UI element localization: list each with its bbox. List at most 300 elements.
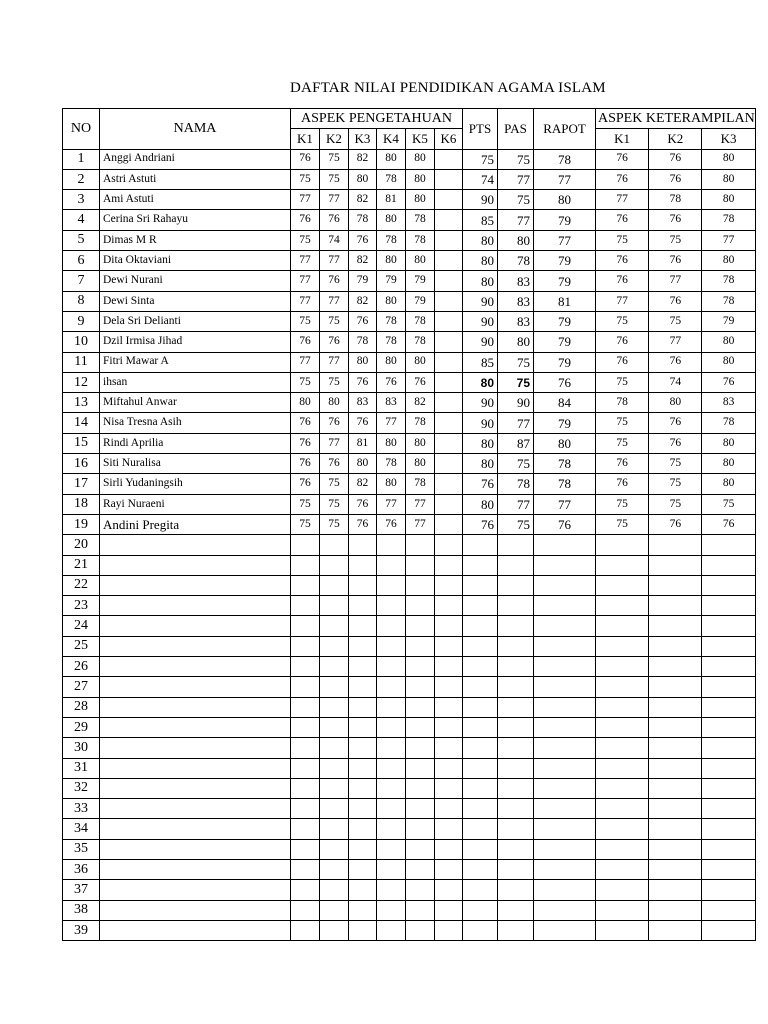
- empty-cell: [377, 799, 406, 819]
- empty-cell: [534, 900, 596, 920]
- empty-cell: [291, 535, 320, 555]
- pengetahuan-score-k6: [435, 494, 463, 514]
- pengetahuan-score-k6: [435, 190, 463, 210]
- table-row: [63, 190, 756, 210]
- empty-cell: [596, 738, 649, 758]
- pengetahuan-score-k2: 76: [320, 271, 349, 291]
- pts-score: 80: [463, 230, 498, 250]
- empty-cell: [498, 657, 534, 677]
- empty-cell: [498, 799, 534, 819]
- empty-cell: [100, 920, 291, 940]
- empty-cell: [377, 859, 406, 879]
- keterampilan-score-k3: 80: [702, 190, 755, 210]
- pengetahuan-score-k1: 80: [291, 393, 320, 413]
- keterampilan-score-k1: 75: [596, 230, 649, 250]
- empty-cell: [596, 636, 649, 656]
- student-name: Dzil Irmisa Jihad: [100, 332, 291, 352]
- keterampilan-score-k1: 76: [596, 149, 649, 169]
- empty-cell: [649, 839, 702, 859]
- empty-cell: [498, 596, 534, 616]
- pengetahuan-score-k5: 78: [406, 332, 435, 352]
- pts-score: 80: [463, 494, 498, 514]
- empty-cell: [320, 616, 349, 636]
- keterampilan-score-k3: 80: [702, 433, 755, 453]
- empty-cell: [435, 819, 463, 839]
- pengetahuan-score-k1: 75: [291, 514, 320, 534]
- pts-score: 74: [463, 169, 498, 189]
- empty-cell: [291, 758, 320, 778]
- empty-cell: [100, 799, 291, 819]
- empty-cell: [291, 636, 320, 656]
- empty-cell: [100, 596, 291, 616]
- student-name: Dela Sri Delianti: [100, 311, 291, 331]
- empty-cell: [702, 697, 755, 717]
- row-number: 33: [63, 799, 100, 819]
- pengetahuan-score-k6: [435, 352, 463, 372]
- keterampilan-score-k1: 75: [596, 494, 649, 514]
- empty-cell: [349, 819, 377, 839]
- pts-score: 80: [463, 271, 498, 291]
- row-number: 38: [63, 900, 100, 920]
- keterampilan-score-k3: 77: [702, 230, 755, 250]
- empty-cell: [596, 575, 649, 595]
- keterampilan-score-k2: 76: [649, 169, 702, 189]
- empty-cell: [498, 900, 534, 920]
- empty-cell: [100, 738, 291, 758]
- keterampilan-score-k2: 76: [649, 149, 702, 169]
- empty-cell: [349, 677, 377, 697]
- empty-cell: [320, 717, 349, 737]
- row-number: 37: [63, 880, 100, 900]
- pengetahuan-score-k2: 76: [320, 454, 349, 474]
- student-name: Rayi Nuraeni: [100, 494, 291, 514]
- empty-cell: [498, 555, 534, 575]
- pas-score: 78: [498, 251, 534, 271]
- row-number: 10: [63, 332, 100, 352]
- pengetahuan-score-k1: 75: [291, 494, 320, 514]
- pas-score: 77: [498, 169, 534, 189]
- rapot-score: 81: [534, 291, 596, 311]
- empty-cell: [596, 697, 649, 717]
- pengetahuan-score-k2: 75: [320, 169, 349, 189]
- table-row-empty: [63, 900, 756, 920]
- pengetahuan-score-k3: 76: [349, 230, 377, 250]
- keterampilan-score-k2: 76: [649, 433, 702, 453]
- header-pts: PTS: [463, 109, 498, 150]
- keterampilan-score-k2: 75: [649, 230, 702, 250]
- empty-cell: [320, 819, 349, 839]
- empty-cell: [649, 616, 702, 636]
- empty-cell: [435, 859, 463, 879]
- empty-cell: [534, 778, 596, 798]
- empty-cell: [649, 819, 702, 839]
- empty-cell: [534, 717, 596, 737]
- keterampilan-score-k2: 75: [649, 474, 702, 494]
- empty-cell: [534, 758, 596, 778]
- pengetahuan-score-k1: 76: [291, 433, 320, 453]
- header-rapot: RAPOT: [534, 109, 596, 150]
- table-row: [63, 311, 756, 331]
- keterampilan-score-k2: 75: [649, 311, 702, 331]
- table-row: [63, 413, 756, 433]
- empty-cell: [649, 697, 702, 717]
- pts-score: 80: [463, 251, 498, 271]
- table-row-empty: [63, 616, 756, 636]
- keterampilan-score-k3: 76: [702, 372, 755, 392]
- empty-cell: [291, 738, 320, 758]
- empty-cell: [702, 636, 755, 656]
- pengetahuan-score-k4: 83: [377, 393, 406, 413]
- header-no: NO: [63, 109, 100, 150]
- pengetahuan-score-k3: 76: [349, 372, 377, 392]
- empty-cell: [649, 636, 702, 656]
- pengetahuan-score-k5: 80: [406, 251, 435, 271]
- empty-cell: [534, 555, 596, 575]
- empty-cell: [320, 920, 349, 940]
- row-number: 19: [63, 514, 100, 534]
- empty-cell: [435, 839, 463, 859]
- row-number: 7: [63, 271, 100, 291]
- table-row: [63, 149, 756, 169]
- keterampilan-score-k1: 75: [596, 413, 649, 433]
- pts-score: 90: [463, 332, 498, 352]
- pengetahuan-score-k5: 80: [406, 190, 435, 210]
- pengetahuan-score-k5: 77: [406, 494, 435, 514]
- keterampilan-score-k1: 75: [596, 311, 649, 331]
- empty-cell: [649, 900, 702, 920]
- empty-cell: [498, 717, 534, 737]
- pengetahuan-score-k6: [435, 311, 463, 331]
- empty-cell: [406, 778, 435, 798]
- empty-cell: [649, 717, 702, 737]
- empty-cell: [320, 859, 349, 879]
- pas-score: 77: [498, 413, 534, 433]
- pengetahuan-score-k4: 77: [377, 494, 406, 514]
- empty-cell: [596, 596, 649, 616]
- empty-cell: [534, 575, 596, 595]
- empty-cell: [596, 880, 649, 900]
- empty-cell: [377, 738, 406, 758]
- rapot-score: 78: [534, 474, 596, 494]
- empty-cell: [100, 697, 291, 717]
- pas-score: 78: [498, 474, 534, 494]
- empty-cell: [596, 657, 649, 677]
- empty-cell: [649, 596, 702, 616]
- empty-cell: [596, 819, 649, 839]
- rapot-score: 79: [534, 352, 596, 372]
- empty-cell: [435, 920, 463, 940]
- empty-cell: [534, 880, 596, 900]
- empty-cell: [534, 839, 596, 859]
- pengetahuan-score-k3: 82: [349, 149, 377, 169]
- pengetahuan-score-k1: 75: [291, 372, 320, 392]
- empty-cell: [291, 859, 320, 879]
- pengetahuan-score-k4: 81: [377, 190, 406, 210]
- empty-cell: [377, 717, 406, 737]
- pengetahuan-score-k4: 80: [377, 210, 406, 230]
- table-row: [63, 474, 756, 494]
- empty-cell: [649, 677, 702, 697]
- empty-cell: [100, 859, 291, 879]
- empty-cell: [349, 920, 377, 940]
- header-pas: PAS: [498, 109, 534, 150]
- pas-score: 75: [498, 514, 534, 534]
- empty-cell: [463, 575, 498, 595]
- pas-score: 77: [498, 494, 534, 514]
- table-row: [63, 352, 756, 372]
- pengetahuan-score-k4: 77: [377, 413, 406, 433]
- empty-cell: [377, 636, 406, 656]
- empty-cell: [406, 839, 435, 859]
- table-row-empty: [63, 636, 756, 656]
- empty-cell: [320, 697, 349, 717]
- keterampilan-score-k3: 78: [702, 210, 755, 230]
- pas-score: 87: [498, 433, 534, 453]
- empty-cell: [291, 900, 320, 920]
- empty-cell: [320, 839, 349, 859]
- pengetahuan-score-k4: 80: [377, 433, 406, 453]
- empty-cell: [406, 920, 435, 940]
- empty-cell: [100, 758, 291, 778]
- empty-cell: [349, 839, 377, 859]
- empty-cell: [596, 778, 649, 798]
- pts-score: 90: [463, 190, 498, 210]
- pengetahuan-score-k4: 80: [377, 291, 406, 311]
- pengetahuan-score-k1: 77: [291, 251, 320, 271]
- rapot-score: 80: [534, 433, 596, 453]
- pengetahuan-score-k3: 76: [349, 514, 377, 534]
- row-number: 12: [63, 372, 100, 392]
- keterampilan-score-k2: 76: [649, 291, 702, 311]
- empty-cell: [498, 575, 534, 595]
- header-keterampilan-k3: K3: [702, 129, 755, 149]
- empty-cell: [349, 555, 377, 575]
- row-number: 5: [63, 230, 100, 250]
- empty-cell: [406, 880, 435, 900]
- pengetahuan-score-k3: 83: [349, 393, 377, 413]
- empty-cell: [702, 738, 755, 758]
- empty-cell: [649, 859, 702, 879]
- empty-cell: [406, 596, 435, 616]
- empty-cell: [377, 575, 406, 595]
- empty-cell: [463, 900, 498, 920]
- empty-cell: [649, 555, 702, 575]
- empty-cell: [320, 880, 349, 900]
- pengetahuan-score-k5: 78: [406, 474, 435, 494]
- empty-cell: [435, 738, 463, 758]
- empty-cell: [349, 697, 377, 717]
- empty-cell: [291, 697, 320, 717]
- table-body: [63, 149, 756, 941]
- pengetahuan-score-k3: 79: [349, 271, 377, 291]
- header-keterampilan-k2: K2: [649, 129, 702, 149]
- pengetahuan-score-k1: 76: [291, 210, 320, 230]
- empty-cell: [435, 677, 463, 697]
- empty-cell: [100, 880, 291, 900]
- pengetahuan-score-k6: [435, 332, 463, 352]
- empty-cell: [349, 657, 377, 677]
- pengetahuan-score-k5: 80: [406, 149, 435, 169]
- empty-cell: [702, 900, 755, 920]
- row-number: 16: [63, 454, 100, 474]
- empty-cell: [320, 575, 349, 595]
- table-row-empty: [63, 657, 756, 677]
- pengetahuan-score-k5: 80: [406, 454, 435, 474]
- rapot-score: 84: [534, 393, 596, 413]
- header-row-1: [63, 109, 756, 129]
- empty-cell: [320, 636, 349, 656]
- pengetahuan-score-k5: 76: [406, 372, 435, 392]
- empty-cell: [406, 819, 435, 839]
- keterampilan-score-k2: 76: [649, 251, 702, 271]
- student-name: Sirli Yudaningsih: [100, 474, 291, 494]
- keterampilan-score-k1: 75: [596, 372, 649, 392]
- empty-cell: [100, 819, 291, 839]
- pengetahuan-score-k5: 78: [406, 230, 435, 250]
- empty-cell: [349, 778, 377, 798]
- table-row: [63, 514, 756, 534]
- pts-score: 90: [463, 393, 498, 413]
- pengetahuan-score-k4: 78: [377, 332, 406, 352]
- empty-cell: [649, 778, 702, 798]
- header-pengetahuan-k5: K5: [406, 129, 435, 149]
- row-number: 39: [63, 920, 100, 940]
- table-row: [63, 372, 756, 392]
- empty-cell: [702, 778, 755, 798]
- pengetahuan-score-k3: 76: [349, 311, 377, 331]
- empty-cell: [534, 657, 596, 677]
- student-name: Miftahul Anwar: [100, 393, 291, 413]
- row-number: 26: [63, 657, 100, 677]
- pengetahuan-score-k1: 77: [291, 271, 320, 291]
- table-row-empty: [63, 778, 756, 798]
- pengetahuan-score-k1: 75: [291, 311, 320, 331]
- pengetahuan-score-k6: [435, 454, 463, 474]
- empty-cell: [498, 859, 534, 879]
- empty-cell: [649, 758, 702, 778]
- empty-cell: [349, 738, 377, 758]
- empty-cell: [534, 799, 596, 819]
- empty-cell: [463, 758, 498, 778]
- keterampilan-score-k1: 76: [596, 210, 649, 230]
- empty-cell: [702, 657, 755, 677]
- table-row-empty: [63, 799, 756, 819]
- rapot-score: 77: [534, 494, 596, 514]
- pengetahuan-score-k2: 77: [320, 251, 349, 271]
- keterampilan-score-k3: 76: [702, 514, 755, 534]
- pas-score: 75: [498, 190, 534, 210]
- pengetahuan-score-k4: 80: [377, 149, 406, 169]
- empty-cell: [463, 717, 498, 737]
- keterampilan-score-k2: 76: [649, 413, 702, 433]
- empty-cell: [406, 738, 435, 758]
- rapot-score: 79: [534, 311, 596, 331]
- rapot-score: 79: [534, 251, 596, 271]
- keterampilan-score-k1: 77: [596, 291, 649, 311]
- rapot-score: 79: [534, 271, 596, 291]
- empty-cell: [435, 778, 463, 798]
- table-row-empty: [63, 555, 756, 575]
- empty-cell: [435, 636, 463, 656]
- empty-cell: [435, 657, 463, 677]
- pengetahuan-score-k3: 82: [349, 190, 377, 210]
- pts-score: 80: [463, 433, 498, 453]
- empty-cell: [100, 535, 291, 555]
- empty-cell: [596, 799, 649, 819]
- keterampilan-score-k1: 75: [596, 514, 649, 534]
- empty-cell: [463, 555, 498, 575]
- empty-cell: [349, 859, 377, 879]
- keterampilan-score-k3: 78: [702, 413, 755, 433]
- empty-cell: [596, 839, 649, 859]
- empty-cell: [463, 697, 498, 717]
- pengetahuan-score-k2: 76: [320, 413, 349, 433]
- empty-cell: [702, 880, 755, 900]
- keterampilan-score-k1: 76: [596, 454, 649, 474]
- student-name: Dimas M R: [100, 230, 291, 250]
- table-row: [63, 393, 756, 413]
- empty-cell: [435, 575, 463, 595]
- pas-score: 75: [498, 454, 534, 474]
- pts-score: 80: [463, 454, 498, 474]
- pengetahuan-score-k2: 77: [320, 433, 349, 453]
- table-row: [63, 271, 756, 291]
- keterampilan-score-k3: 75: [702, 494, 755, 514]
- table-row-empty: [63, 880, 756, 900]
- empty-cell: [291, 819, 320, 839]
- pengetahuan-score-k1: 76: [291, 149, 320, 169]
- empty-cell: [463, 535, 498, 555]
- empty-cell: [320, 596, 349, 616]
- table-row-empty: [63, 819, 756, 839]
- empty-cell: [377, 900, 406, 920]
- rapot-score: 78: [534, 149, 596, 169]
- pas-score: 80: [498, 332, 534, 352]
- header-pengetahuan-k6: K6: [435, 129, 463, 149]
- keterampilan-score-k2: 76: [649, 514, 702, 534]
- student-name: Dewi Sinta: [100, 291, 291, 311]
- keterampilan-score-k1: 76: [596, 332, 649, 352]
- table-row-empty: [63, 717, 756, 737]
- row-number: 20: [63, 535, 100, 555]
- pengetahuan-score-k2: 77: [320, 291, 349, 311]
- pengetahuan-score-k3: 78: [349, 210, 377, 230]
- pengetahuan-score-k5: 80: [406, 169, 435, 189]
- pengetahuan-score-k3: 82: [349, 291, 377, 311]
- student-name: Siti Nuralisa: [100, 454, 291, 474]
- empty-cell: [100, 677, 291, 697]
- pengetahuan-score-k1: 76: [291, 332, 320, 352]
- student-name: Dita Oktaviani: [100, 251, 291, 271]
- empty-cell: [100, 636, 291, 656]
- empty-cell: [702, 616, 755, 636]
- empty-cell: [463, 920, 498, 940]
- empty-cell: [596, 920, 649, 940]
- keterampilan-score-k3: 80: [702, 454, 755, 474]
- empty-cell: [463, 657, 498, 677]
- keterampilan-score-k1: 77: [596, 190, 649, 210]
- empty-cell: [320, 900, 349, 920]
- row-number: 25: [63, 636, 100, 656]
- empty-cell: [649, 880, 702, 900]
- empty-cell: [406, 717, 435, 737]
- table-row: [63, 433, 756, 453]
- pts-score: 90: [463, 413, 498, 433]
- keterampilan-score-k2: 76: [649, 352, 702, 372]
- pengetahuan-score-k5: 79: [406, 271, 435, 291]
- empty-cell: [291, 920, 320, 940]
- empty-cell: [463, 677, 498, 697]
